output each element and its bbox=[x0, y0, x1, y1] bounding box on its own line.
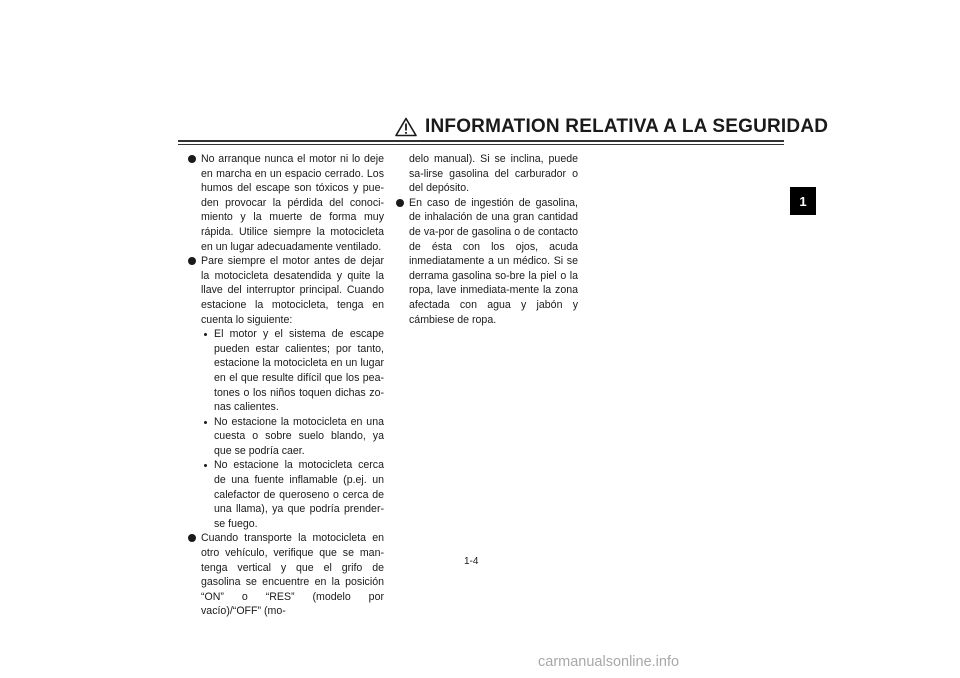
chapter-number: 1 bbox=[799, 193, 807, 209]
bullet-dot-icon bbox=[188, 155, 196, 163]
sub-bullet-dot-icon bbox=[204, 333, 207, 336]
sub-bullet-text: No estacione la motocicleta cerca de una fuente inflamable (p.ej. un calefactor de queroseno o cerca de una llama), ya que podría prender-se fuego. bbox=[214, 459, 384, 530]
bullet-dot-icon bbox=[396, 199, 404, 207]
warning-triangle-icon bbox=[395, 117, 417, 137]
watermark: carmanualsonline.info bbox=[538, 654, 680, 670]
bullet-item bbox=[188, 254, 384, 531]
sub-bullet-dot-icon bbox=[204, 464, 207, 467]
bullet-item bbox=[396, 196, 578, 327]
bullet-item bbox=[188, 531, 384, 619]
page-title: INFORMATION RELATIVA A LA SEGURIDAD bbox=[425, 116, 829, 137]
sub-bullet-text: El motor y el sistema de escape pueden estar calientes; por tanto, estacione la motocicleta en un lugar en el que resulte difícil que los pea-tones o los niños toquen dichas zo-nas calientes. bbox=[214, 328, 384, 414]
bullet-dot-icon bbox=[188, 534, 196, 542]
header-rule bbox=[178, 140, 784, 142]
bullet-dot-icon bbox=[188, 257, 196, 265]
sub-bullet-item bbox=[201, 327, 384, 415]
bullet-text: En caso de ingestión de gasolina, de inhalación de una gran cantidad de va-por de gasolina o de contacto de ésta con los ojos, acuda inmediatamente a un médico. Si se derrama gasolina so-bre la piel o la ropa, lave inmediata-mente la zona afectada con agua y jabón y cámbiese de ropa. bbox=[409, 196, 578, 326]
sub-bullet-dot-icon bbox=[204, 421, 207, 424]
sub-bullet-item bbox=[201, 415, 384, 459]
bullet-text: Pare siempre el motor antes de dejar la motocicleta desatendida y quite la llave del interruptor principal. Cuando estacione la motocicleta, tenga en cuenta lo siguiente: bbox=[201, 255, 384, 326]
sub-bullet-text: No estacione la motocicleta en una cuesta o sobre suelo blando, ya que se podría caer. bbox=[214, 415, 384, 457]
sub-bullet-item bbox=[201, 458, 384, 531]
header-rule-thin bbox=[178, 144, 784, 145]
continuation-text: delo manual). Si se inclina, puede sa-lirse gasolina del carburador o del depósito. bbox=[409, 153, 578, 195]
right-column bbox=[396, 152, 578, 327]
chapter-tab bbox=[790, 187, 816, 215]
page-header bbox=[395, 116, 828, 138]
page-number: 1-4 bbox=[464, 556, 479, 567]
bullet-item bbox=[188, 152, 384, 254]
bullet-text: No arranque nunca el motor ni lo deje en marcha en un espacio cerrado. Los humos del escape son tóxicos y pue-den provocar la pérdida del conoci-miento y la muerte de forma muy rápida. Utilice siempre la motocicleta en un lugar adecuadamente ventilado. bbox=[201, 153, 384, 253]
bullet-text: Cuando transporte la motocicleta en otro vehículo, verifique que se man-tenga vertical y que el grifo de gasolina se encuentre en la posición “ON” o “RES” (modelo por vacío)/“OFF” (mo- bbox=[201, 532, 384, 618]
left-column bbox=[188, 152, 384, 619]
